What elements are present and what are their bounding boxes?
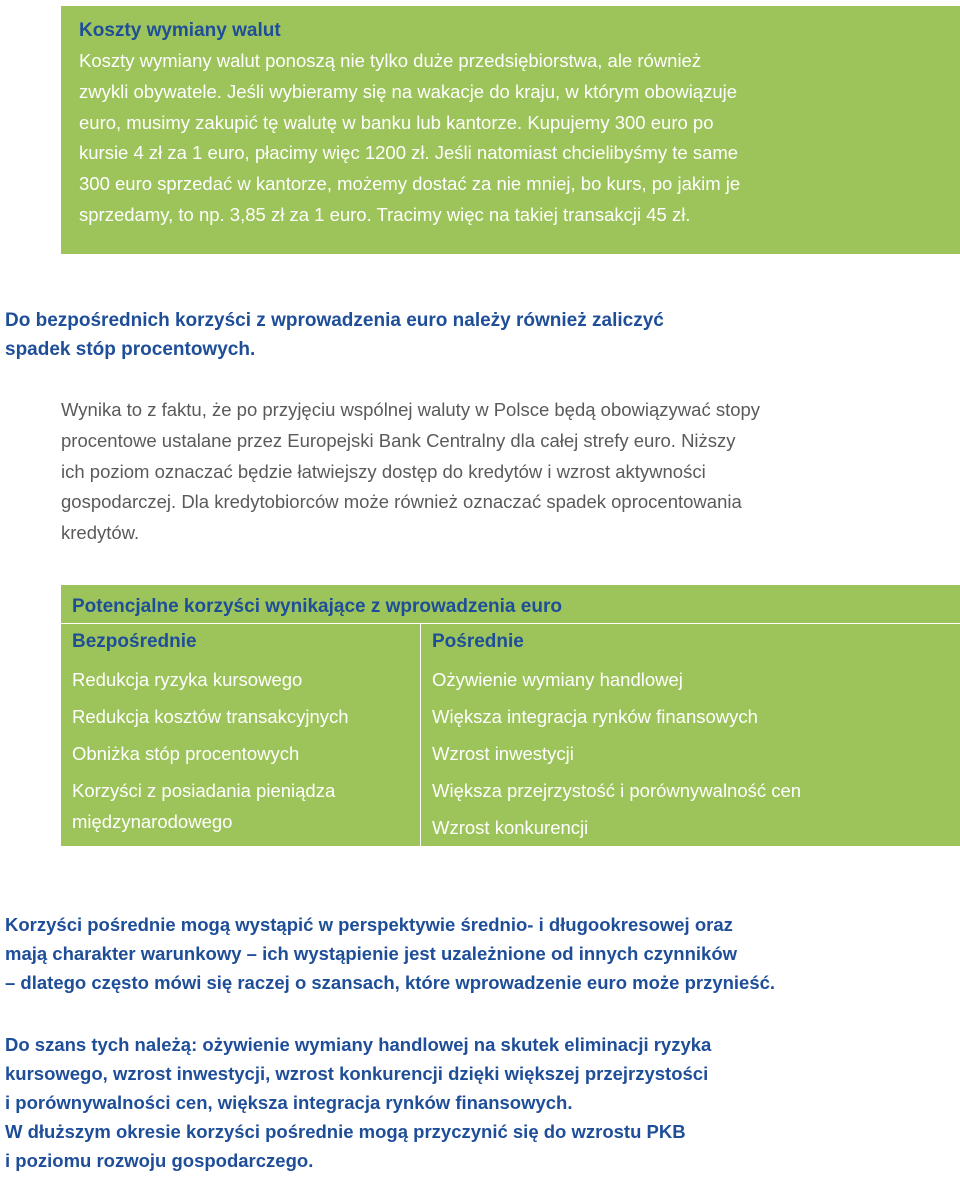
benefits-table (61, 585, 960, 846)
heading-line: kursowego, wzrost inwestycji, wzrost konkurencji dzięki większej przejrzystości (5, 1063, 709, 1084)
list-item: Większa przejrzystość i porównywalność cen (432, 780, 802, 801)
list-item: Redukcja kosztów transakcyjnych (72, 706, 349, 727)
divider (61, 623, 960, 624)
paragraph-line: Wynika to z faktu, że po przyjęciu wspólnej waluty w Polsce będą obowiązywać stopy (61, 399, 761, 420)
box-body-line: 300 euro sprzedać w kantorze, możemy dostać za nie mniej, bo kurs, po jakim je (79, 173, 741, 195)
box-body-line: Koszty wymiany walut ponoszą nie tylko duże przedsiębiorstwa, ale również (79, 50, 702, 71)
list-item: Ożywienie wymiany handlowej (432, 669, 683, 690)
heading-line: spadek stóp procentowych. (5, 339, 256, 360)
column-header: Bezpośrednie (72, 631, 197, 652)
heading-line: Do szans tych należą: ożywienie wymiany handlowej na skutek eliminacji ryzyka (5, 1034, 712, 1055)
list-item: Większa integracja rynków finansowych (432, 706, 758, 727)
interest-rate-paragraph (61, 395, 941, 549)
opportunities-heading (5, 1030, 945, 1175)
paragraph-line: gospodarczej. Dla kredytobiorców może również oznaczać spadek oprocentowania (61, 491, 742, 513)
heading-line: Do bezpośrednich korzyści z wprowadzenia euro należy również zaliczyć (5, 310, 664, 331)
box-body-line: euro, musimy zakupić tę walutę w banku lub kantorze. Kupujemy 300 euro po (79, 111, 714, 133)
list-item: Obniżka stóp procentowych (72, 743, 300, 764)
list-item: Wzrost inwestycji (432, 743, 574, 764)
heading-line: Korzyści pośrednie mogą wystąpić w perspektywie średnio- i długookresowej oraz (5, 914, 733, 935)
box-title: Koszty wymiany walut (79, 20, 281, 41)
list-item: międzynarodowego (72, 811, 233, 832)
heading-line: W dłuższym okresie korzyści pośrednie mogą przyczynić się do wzrostu PKB (5, 1121, 686, 1142)
heading-line: i poziomu rozwoju gospodarczego. (5, 1150, 314, 1171)
column-divider (420, 623, 421, 846)
column-header: Pośrednie (432, 631, 524, 652)
paragraph-line: kredytów. (61, 522, 140, 544)
indirect-benefits-column (432, 628, 952, 842)
currency-exchange-costs-box (61, 6, 960, 254)
interest-rate-heading (5, 306, 945, 364)
heading-line: mają charakter warunkowy – ich wystąpienie jest uzależnione od innych czynników (5, 943, 738, 964)
list-item: Korzyści z posiadania pieniądza (72, 780, 336, 801)
heading-line: – dlatego często mówi się raczej o szansach, które wprowadzenie euro może przynieść. (5, 972, 776, 993)
direct-benefits-column (72, 628, 412, 836)
table-title: Potencjalne korzyści wynikające z wprowadzenia euro (72, 596, 562, 617)
paragraph-line: ich poziom oznaczać będzie łatwiejszy dostęp do kredytów i wzrost aktywności (61, 460, 706, 482)
indirect-benefits-heading (5, 910, 945, 997)
box-body-line: sprzedamy, to np. 3,85 zł za 1 euro. Tracimy więc na takiej transakcji 45 zł. (79, 203, 691, 225)
list-item: Redukcja ryzyka kursowego (72, 669, 303, 690)
list-item: Wzrost konkurencji (432, 817, 589, 838)
paragraph-line: procentowe ustalane przez Europejski Bank Centralny dla całej strefy euro. Niższy (61, 429, 736, 451)
heading-line: i porównywalności cen, większa integracja rynków finansowych. (5, 1092, 573, 1113)
box-body-line: zwykli obywatele. Jeśli wybieramy się na wakacje do kraju, w którym obowiązuje (79, 80, 738, 102)
box-body-line: kursie 4 zł za 1 euro, płacimy więc 1200 zł. Jeśli natomiast chcielibyśmy te same (79, 142, 739, 164)
